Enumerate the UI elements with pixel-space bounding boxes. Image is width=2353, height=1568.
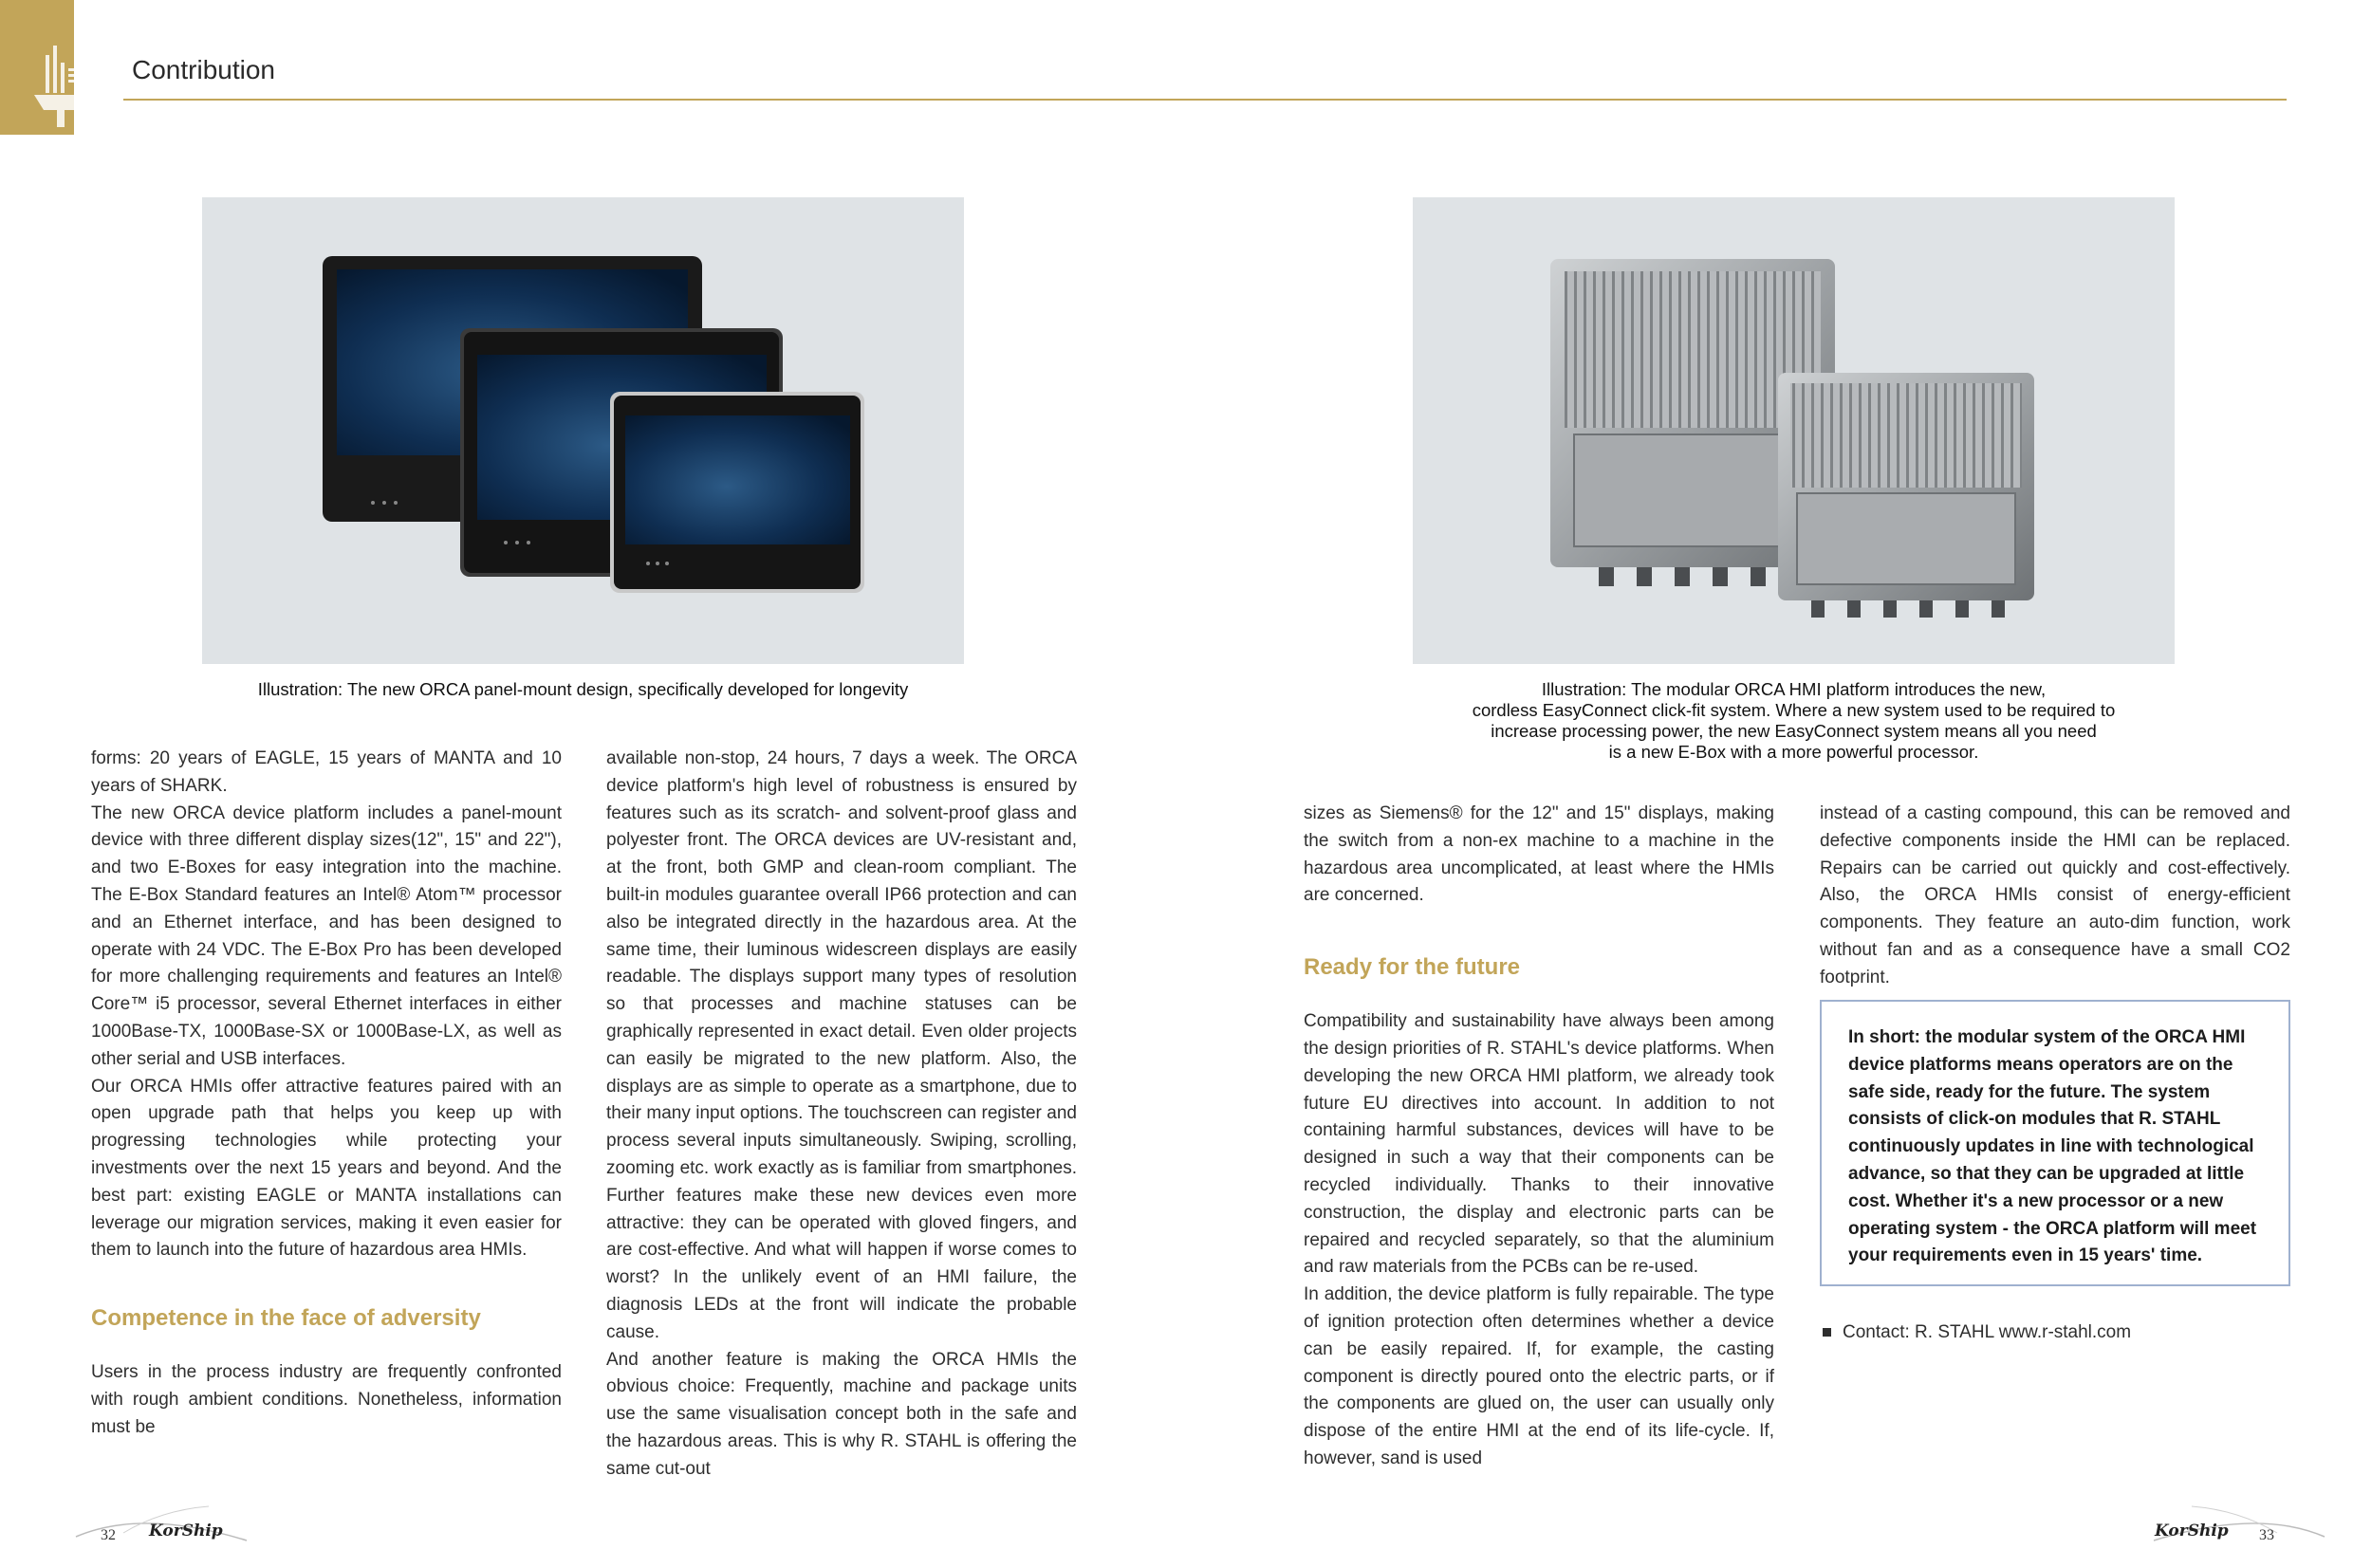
text-column-3 [1304,801,1774,1473]
contact-text: Contact: R. STAHL www.r-stahl.com [1843,1322,2132,1342]
paragraph: instead of a casting compound, this can be removed and defective components inside the HMI can be replaced. Repairs can be carried out quickly and cost-effectively. Also, the ORCA HMIs consist of energy-efficient components. They feature an auto-dim function, work without fan and as a consequence have a small CO2 footprint. [1820,803,2290,987]
summary-box [1820,1000,2290,1286]
text-column-1 [91,746,562,1442]
text-column-2 [606,746,1077,1484]
left-figure-caption: Illustration: The new ORCA panel-mount design, specifically developed for longevity [257,679,909,699]
bullet-icon [1823,1328,1831,1337]
subheading-ready-for-future: Ready for the future [1304,954,1521,981]
section-title: Contribution [132,55,275,84]
subheading-competence: Competence in the face of adversity [91,1305,481,1332]
korship-logo: KorShip [2155,1522,2229,1540]
paragraph: sizes as Siemens® for the 12" and 15" displays, making the switch from a non-ex machine to a machine in the hazardous area uncomplicated, at least where the HMIs are concerned. [1304,803,1774,906]
paragraph: The new ORCA device platform includes a panel-mount device with three different display sizes(12", 15" and 22"), and two E-Boxes for easy integration into the machine. The E-Box Standard features an Intel® Atom™ processor and an Ethernet interface, and has been designed to operate with 24 VDC. The E-Box Pro has been developed for more challenging requirements and features an Intel® Core™ i5 processor, several Ethernet interfaces in either 1000Base-TX, 1000Base-SX or 1000Base-LX, as well as other serial and USB interfaces. [91,802,562,1069]
caption-line: Illustration: The modular ORCA HMI platform introduces the new, [1541,679,2047,699]
paragraph: Users in the process industry are frequently confronted with rough ambient conditions. Nonetheless, information must be [91,1362,562,1437]
paragraph: And another feature is making the ORCA HMIs the obvious choice: Frequently, machine and package units use the same visualisation concept both in the safe and the hazardous areas. This is why R. STAHL is offering the same cut-out [606,1349,1077,1479]
contact-line [1823,1322,2131,1343]
page-number-right: 33 [2259,1527,2274,1543]
text-column-4 [1820,801,2290,992]
summary-text: In short: the modular system of the ORCA HMI device platforms means operators are on the safe side, ready for the future. The system consists of click-on modules that R. STAHL continuously updates in line with technological advance, so that they can be upgraded at little cost. Whether it's a new processor or a new operating system - the ORCA platform will meet your requirements even in 15 years' time. [1848,1027,2257,1266]
header-rule [123,99,2287,101]
paragraph: available non-stop, 24 hours, 7 days a week. The ORCA device platform's high level of robustness is ensured by features such as its scratch- and solvent-proof glass and polyester front. The ORCA devices are UV-resistant and, at the front, both GMP and clean-room compliant. The built-in modules guarantee overall IP66 protection and can also be integrated directly in the hazardous area. At the same time, their luminous widescreen displays are easily readable. The displays support many types of resolution so that processes and machine statuses can be graphically represented in exact detail. Even older projects can easily be migrated to the new platform. Also, the displays are as simple to operate as a smartphone, due to their many input options. The touchscreen can register and process several inputs simultaneously. Swiping, scrolling, zooming etc. work exactly as is familiar from smartphones. Further features make these new devices even more attractive: they can be operated with gloved fingers, and are cost-effective. And what will happen if worse comes to worst? In the unlikely event of an HMI failure, the diagnosis LEDs at the front will indicate the probable cause. [606,748,1077,1342]
caption-line: is a new E-Box with a more powerful processor. [1608,742,1979,762]
orca-panel-displays-photo [202,197,964,664]
paragraph: Our ORCA HMIs offer attractive features paired with an open upgrade path that helps you keep up with progressing technologies while protecting your investments over the next 15 years and beyond. And the best part: existing EAGLE or MANTA installations can leverage our migration services, making it even easier for them to launch into the future of hazardous area HMIs. [91,1076,562,1261]
right-figure-caption [1413,679,2175,763]
paragraph: Compatibility and sustainability have always been among the design priorities of R. STAHL's device platforms. When developing the new ORCA HMI platform, we already took future EU directives into account. In addition to not containing harmful substances, devices will have to be designed in such a way that their components can be recycled individually. Thanks to their innovative construction, the display and electronic parts can be repaired and recycled separately, so that the aluminium and raw materials from the PCBs can be re-used. [1304,1011,1774,1278]
orca-ebox-housings-photo [1413,197,2175,664]
paragraph: forms: 20 years of EAGLE, 15 years of MANTA and 10 years of SHARK. [91,748,562,796]
caption-line: cordless EasyConnect click-fit system. Where a new system used to be required to [1472,700,2116,720]
korship-logo: KorShip [149,1522,223,1540]
ship-logo-icon [28,27,123,131]
page-number-left: 32 [101,1527,116,1543]
paragraph: In addition, the device platform is fully repairable. The type of ignition protection often determines whether a device can be easily repaired. If, for example, the casting component is directly poured onto the electric parts, or if the components are glued on, the user can usually only dispose of the entire HMI at the end of its life-cycle. If, however, sand is used [1304,1284,1774,1468]
caption-line: increase processing power, the new EasyConnect system means all you need [1491,721,2097,741]
